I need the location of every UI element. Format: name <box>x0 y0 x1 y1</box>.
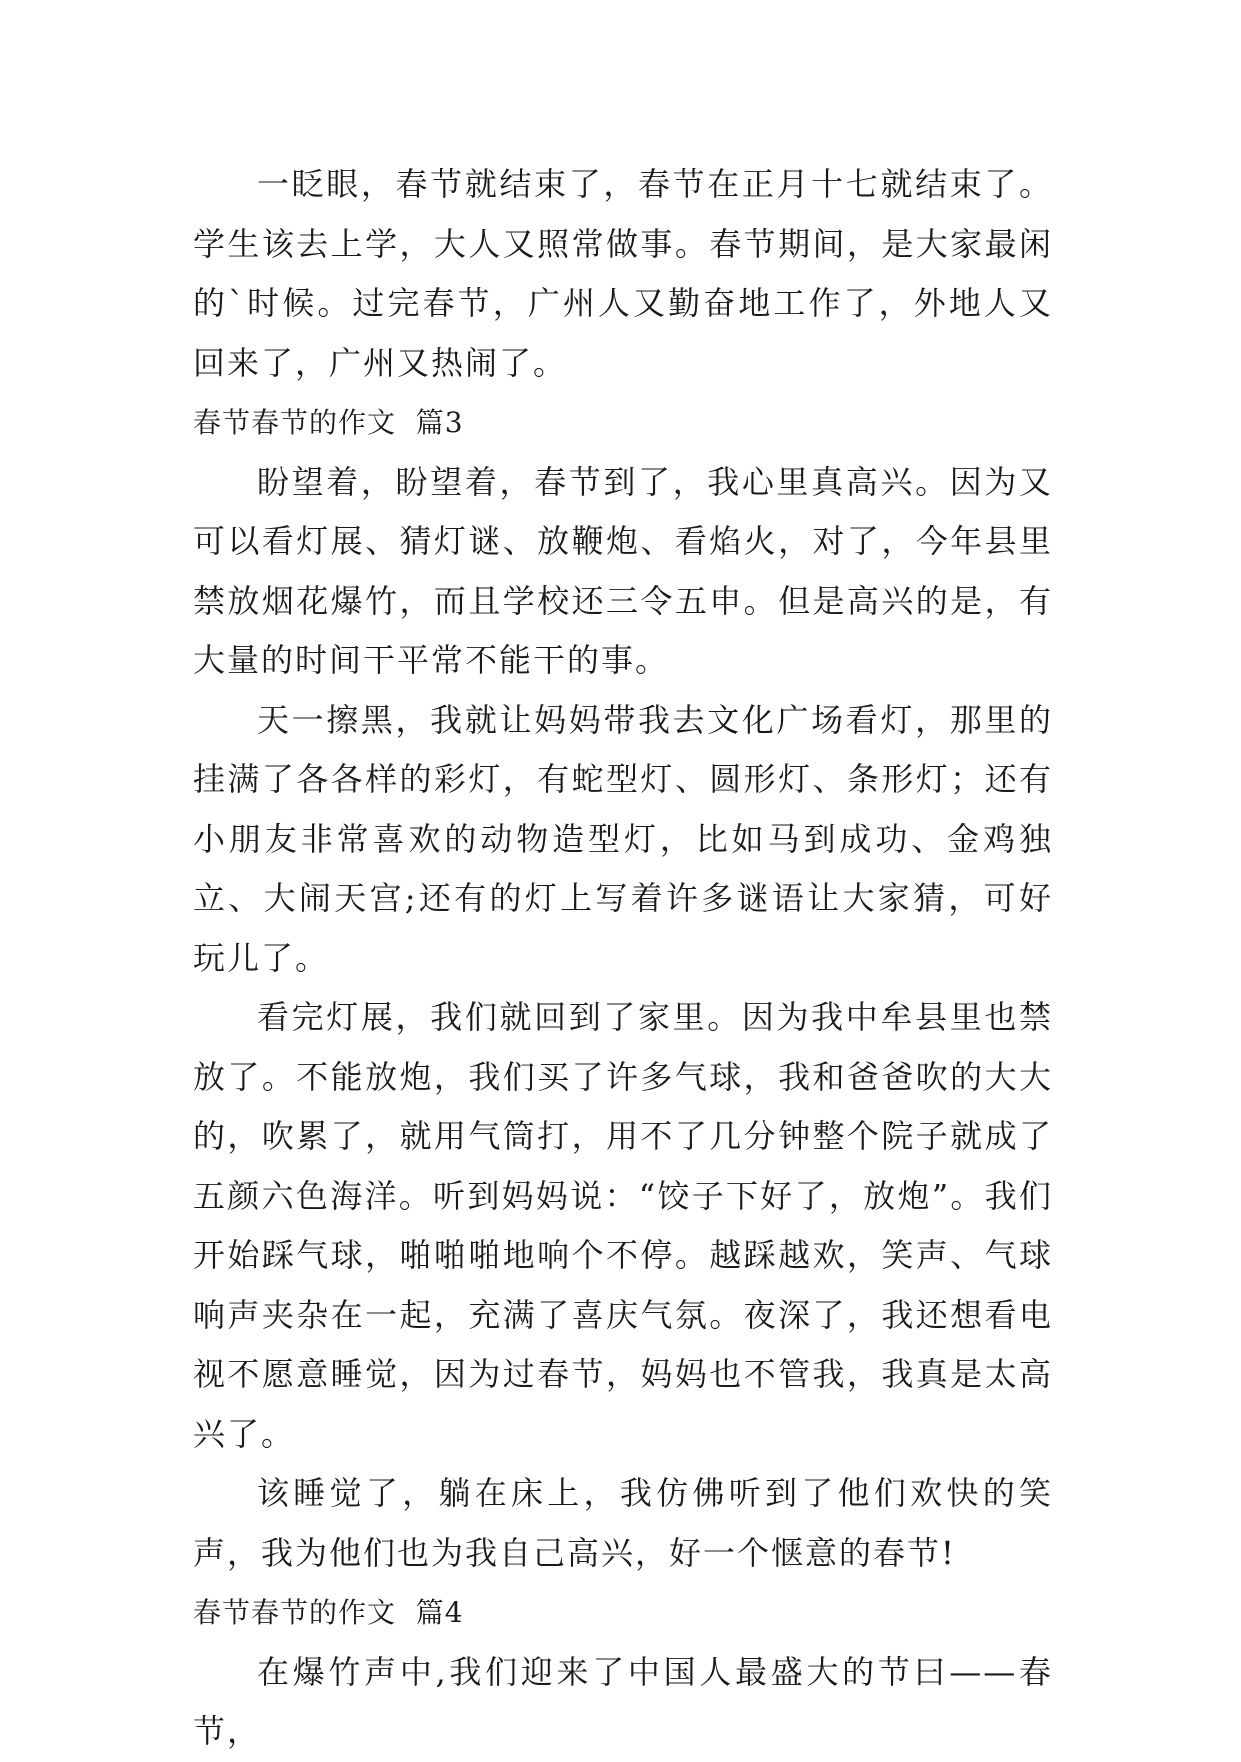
paragraph-bedtime: 该睡觉了，躺在床上，我仿佛听到了他们欢快的笑声，我为他们也为我自己高兴，好一个惬意的春节! <box>193 1474 1053 1572</box>
paragraph-looking-forward: 盼望着，盼望着，春节到了，我心里真高兴。因为又可以看灯展、猜灯谜、放鞭炮、看焰火，对了，今年县里禁放烟花爆竹，而且学校还三令五申。但是高兴的是，有大量的时间干平常不能干的事。 <box>193 462 1053 679</box>
section-heading-4: 春节春节的作文 篇4 <box>193 1596 464 1629</box>
document-body <box>193 155 1053 1762</box>
paragraph-firecrackers: 在爆竹声中,我们迎来了中国人最盛大的节曰——春节， <box>193 1652 1053 1750</box>
paragraph-balloons: 看完灯展，我们就回到了家里。因为我中牟县里也禁放了。不能放炮，我们买了许多气球，我和爸爸吹的大大的，吹累了，就用气筒打，用不了几分钟整个院子就成了五颜六色海洋。听到妈妈说：“饺子下好了，放炮”。我们开始踩气球，啪啪啪地响个不停。越踩越欢，笑声、气球响声夹杂在一起，充满了喜庆气氛。夜深了，我还想看电视不愿意睡觉，因为过春节，妈妈也不管我，我真是太高兴了。 <box>193 998 1053 1453</box>
paragraph-lantern-show: 天一擦黑，我就让妈妈带我去文化广场看灯，那里的挂满了各各样的彩灯，有蛇型灯、圆形灯、条形灯；还有小朋友非常喜欢的动物造型灯，比如马到成功、金鸡独立、大闹天宫;还有的灯上写着许多谜语让大家猜，可好玩儿了。 <box>193 700 1053 977</box>
paragraph-ending-spring-festival: 一眨眼，春节就结束了，春节在正月十七就结束了。学生该去上学，大人又照常做事。春节期间，是大家最闲的`时候。过完春节，广州人又勤奋地工作了，外地人又回来了，广州又热闹了。 <box>193 165 1053 382</box>
section-heading-3: 春节春节的作文 篇3 <box>193 406 464 439</box>
